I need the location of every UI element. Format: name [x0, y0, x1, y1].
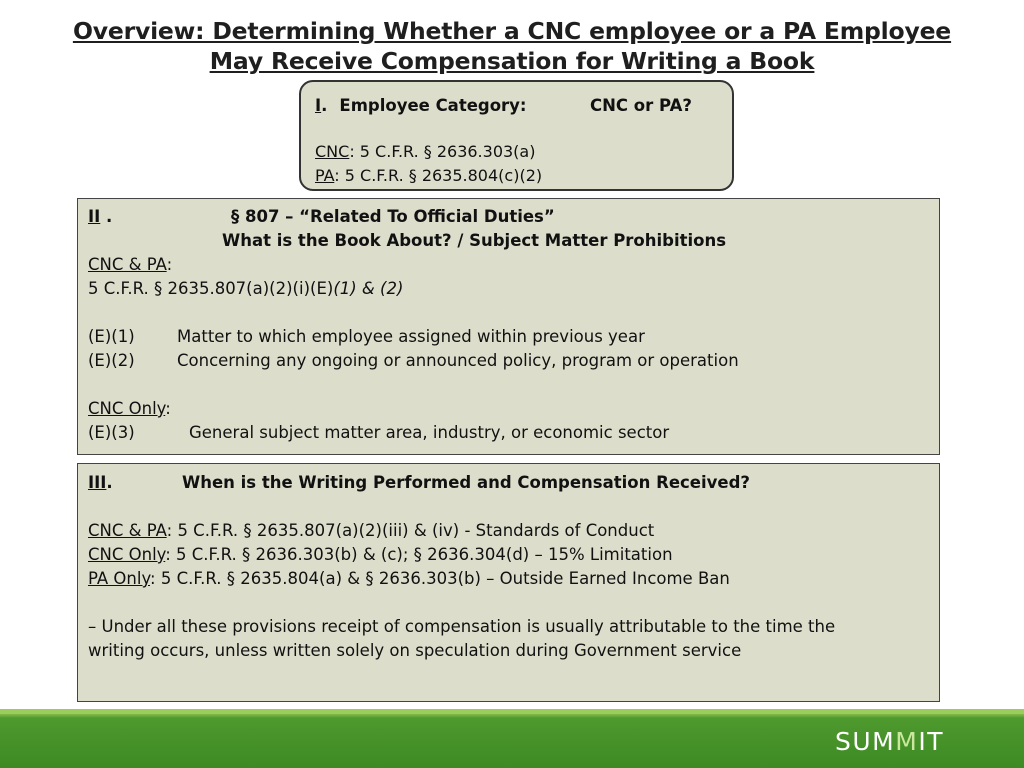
section-2-citation	[88, 279, 403, 298]
e2-code: (E)(2)	[88, 351, 135, 370]
section-3-note-line-1: – Under all these provisions receipt of compensation is usually attributable to the time the	[88, 617, 836, 636]
cnc-only-label-row	[88, 399, 171, 418]
section-3-cnc-only-text: : 5 C.F.R. § 2636.303(b) & (c); § 2636.304(d) – 15% Limitation	[165, 545, 673, 564]
cnc-citation	[315, 142, 535, 161]
section-3-heading: When is the Writing Performed and Compensation Received?	[182, 473, 750, 492]
cnc-pa-label-row	[88, 255, 172, 274]
summit-logo-part-2: M	[895, 727, 919, 756]
section-2-dot: .	[100, 207, 113, 226]
employee-category-value: CNC or PA?	[590, 96, 692, 115]
page-title	[0, 16, 1024, 76]
pa-label: PA	[315, 166, 335, 185]
section-2-subheading: What is the Book About? / Subject Matter Prohibitions	[222, 231, 727, 250]
section-3-cnc-pa-label: CNC & PA	[88, 521, 167, 540]
cnc-cite-text: : 5 C.F.R. § 2636.303(a)	[349, 142, 536, 161]
section-3-cnc-pa-text: : 5 C.F.R. § 2635.807(a)(2)(iii) & (iv) - Standards of Conduct	[166, 521, 655, 540]
employee-category-box	[299, 80, 734, 191]
section-2-cite-italic: (1) & (2)	[333, 279, 404, 298]
section-3-pa-only-label: PA Only	[88, 569, 151, 588]
section-3-cnc-only-row	[88, 545, 673, 564]
summit-logo-part-3: IT	[918, 727, 944, 756]
section-1-dot: .	[321, 96, 328, 115]
summit-logo	[835, 727, 944, 756]
section-2-heading-row	[88, 207, 112, 226]
section-3-cnc-only-label: CNC Only	[88, 545, 166, 564]
employee-category-label: Employee Category:	[339, 96, 527, 115]
section-3-cnc-pa-row	[88, 521, 654, 540]
summit-logo-part-1: SUM	[835, 727, 896, 756]
e1-text: Matter to which employee assigned within previous year	[177, 327, 645, 346]
e1-code: (E)(1)	[88, 327, 135, 346]
e3-text: General subject matter area, industry, or economic sector	[189, 423, 670, 442]
footer-bar-highlight	[0, 709, 1024, 714]
cnc-only-colon: :	[165, 399, 171, 418]
cnc-label: CNC	[315, 142, 350, 161]
cnc-pa-label: CNC & PA	[88, 255, 167, 274]
related-duties-box	[77, 198, 940, 455]
section-1-numeral: I	[315, 96, 322, 115]
employee-category-heading	[315, 96, 692, 115]
e3-code: (E)(3)	[88, 423, 135, 442]
section-3-pa-only-row	[88, 569, 730, 588]
pa-cite-text: : 5 C.F.R. § 2635.804(c)(2)	[334, 166, 543, 185]
e2-text: Concerning any ongoing or announced policy, program or operation	[177, 351, 739, 370]
cnc-pa-colon: :	[166, 255, 173, 274]
section-3-note-line-2: writing occurs, unless written solely on speculation during Government service	[88, 641, 742, 660]
section-2-cite-main: 5 C.F.R. § 2635.807(a)(2)(i)(E)	[88, 279, 334, 298]
section-2-numeral: II	[88, 207, 101, 226]
section-2-heading: § 807 – “Related To Official Duties”	[231, 207, 555, 226]
compensation-timing-box	[77, 463, 940, 702]
page-title-line-1: Overview: Determining Whether a CNC employee or a PA Employee	[72, 17, 952, 45]
section-3-numeral: III	[88, 473, 107, 492]
page-title-line-2: May Receive Compensation for Writing a Book	[209, 47, 815, 75]
section-3-pa-only-text: : 5 C.F.R. § 2635.804(a) & § 2636.303(b) – Outside Earned Income Ban	[150, 569, 730, 588]
cnc-only-label: CNC Only	[88, 399, 166, 418]
pa-citation	[315, 166, 542, 185]
section-3-numeral-row	[88, 473, 113, 492]
section-3-dot: .	[106, 473, 113, 492]
